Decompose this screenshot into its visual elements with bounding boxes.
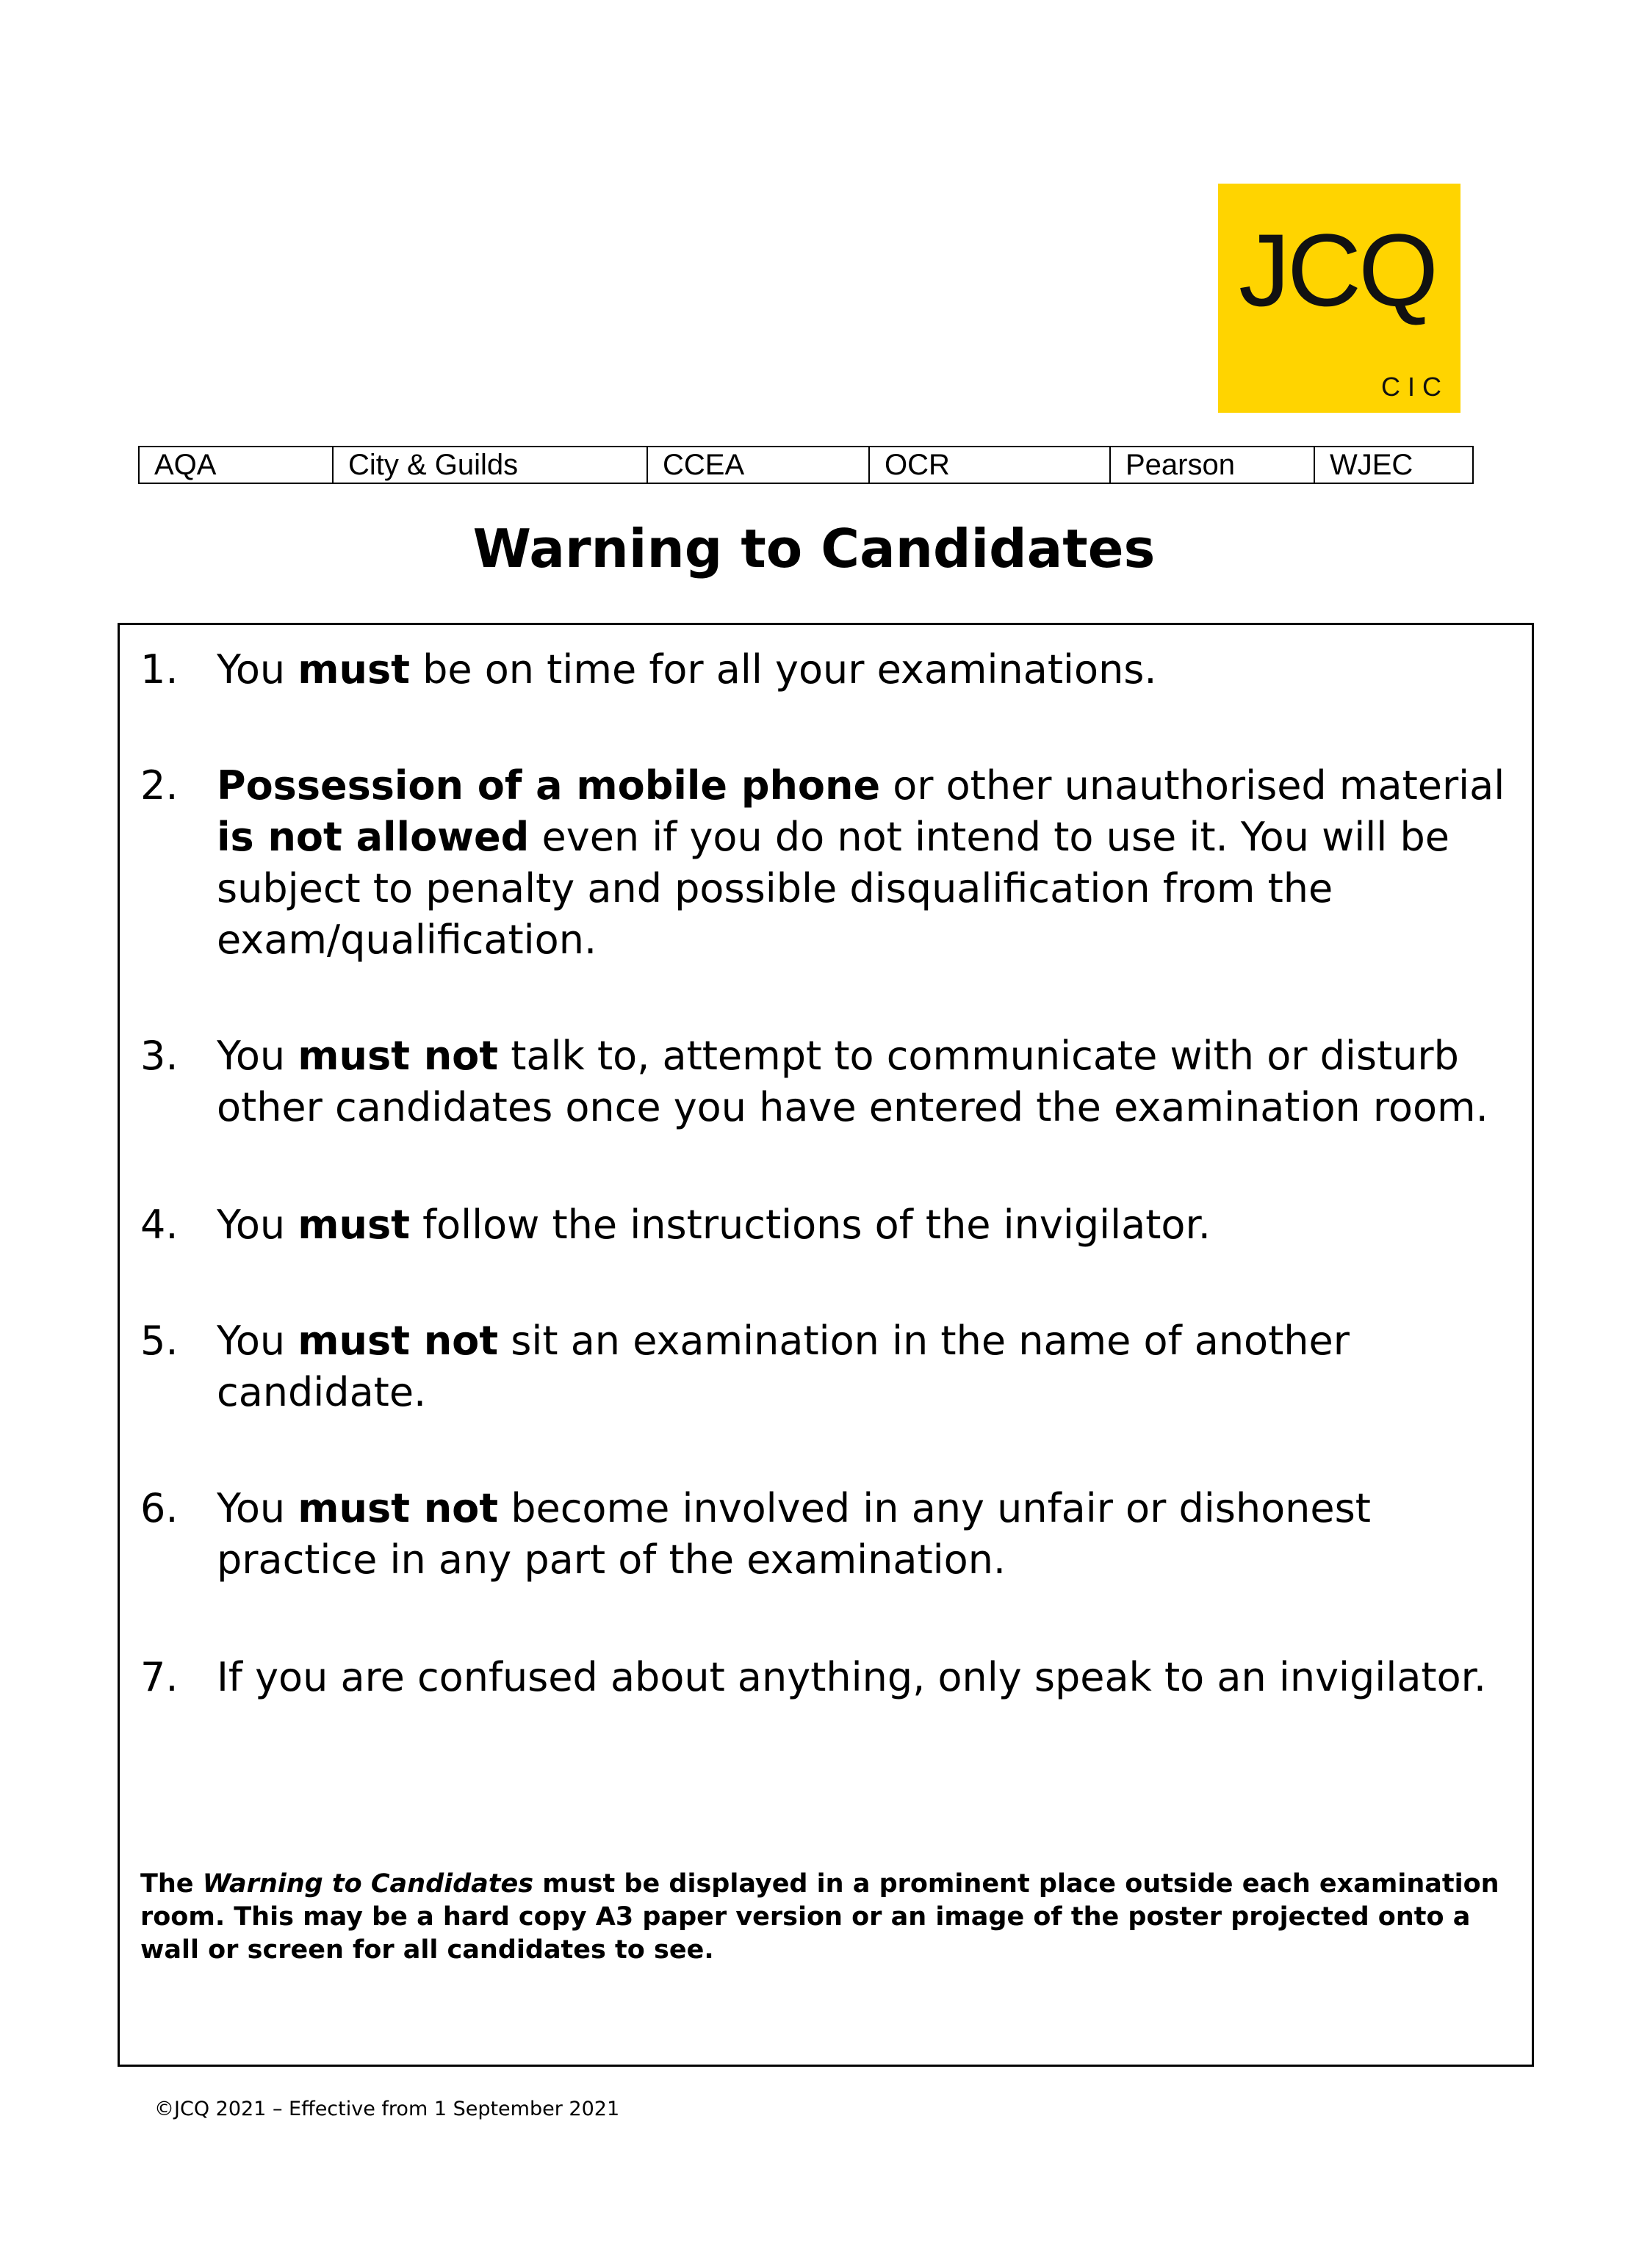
awarding-body-ocr: OCR [870,447,1111,483]
rule-text [217,1030,1505,1133]
awarding-body-pearson: Pearson [1111,447,1315,483]
rule-text-emphasis: must not [298,1318,499,1364]
rule-text-part: become involved in any unfair or dishonest practice in any part of the examination. [217,1485,1371,1583]
rule-text-part: even if you do not intend to use it. You will be subject to penalty and possible disqualification from the exam/qualification. [217,814,1449,963]
logo-main-text: JCQ [1239,212,1436,328]
page-title: Warning to Candidates [472,518,1156,579]
display-note [140,1868,1521,1967]
rule-text-emphasis: is not allowed [217,814,530,860]
rule-text-part: be on time for all your examinations. [409,646,1157,693]
rule-text [217,1483,1505,1586]
awarding-body-wjec: WJEC [1330,449,1413,481]
rule-text [217,1315,1505,1418]
rule-text-part: You [217,1202,298,1248]
copyright-footer: ©JCQ 2021 – Effective from 1 September 2021 [154,2098,620,2120]
rule-number: 5. [140,1318,179,1364]
rule-number: 7. [140,1654,179,1700]
rule-text-emphasis: Possession of a mobile phone [217,762,881,809]
rule-text-part: You [217,1033,298,1079]
rule-text-part: or other unauthorised material [880,762,1505,809]
rule-item [120,760,1532,966]
rule-text [217,644,1505,696]
rule-item [120,644,1532,696]
rule-number: 1. [140,646,179,693]
logo-sub-text: CIC [1381,372,1449,402]
rule-number: 4. [140,1202,179,1248]
rule-text-part: follow the instructions of the invigilator. [409,1202,1211,1248]
awarding-body-city-guilds: City & Guilds [334,447,648,483]
rule-item [120,1652,1532,1703]
awarding-body-aqa: AQA [140,447,334,483]
rule-text [217,1199,1505,1251]
rule-number: 2. [140,762,179,809]
rule-text-emphasis: must not [298,1033,499,1079]
rule-text-part: You [217,1485,298,1531]
rule-text [217,1652,1505,1703]
note-suffix: must be displayed in a prominent place outside each examination room. This may be a hard copy A3 paper version or an image of the poster projected onto a wall or screen for all candidates to see. [140,1869,1499,1965]
note-title-italic: Warning to Candidates [202,1869,534,1899]
rule-item [120,1315,1532,1418]
rule-text-emphasis: must not [298,1485,499,1531]
jcq-logo [1218,184,1460,413]
note-prefix: The [140,1869,203,1899]
rule-number: 6. [140,1485,179,1531]
rule-item [120,1030,1532,1133]
rule-text-part: sit an examination in the name of another candidate. [217,1318,1350,1415]
rule-text [217,760,1505,966]
rule-text-emphasis: must [298,646,410,693]
rules-box [118,623,1534,2067]
awarding-body-ccea: CCEA [648,447,870,483]
rule-item [120,1483,1532,1586]
rule-text-part: You [217,1318,298,1364]
rule-text-emphasis: must [298,1202,410,1248]
rule-text-part: If you are confused about anything, only speak to an invigilator. [217,1654,1487,1700]
rule-item [120,1199,1532,1251]
awarding-bodies-strip [138,446,1474,484]
rule-text-part: talk to, attempt to communicate with or disturb other candidates once you have entered the examination room. [217,1033,1488,1130]
rule-text-part: You [217,646,298,693]
rule-number: 3. [140,1033,179,1079]
